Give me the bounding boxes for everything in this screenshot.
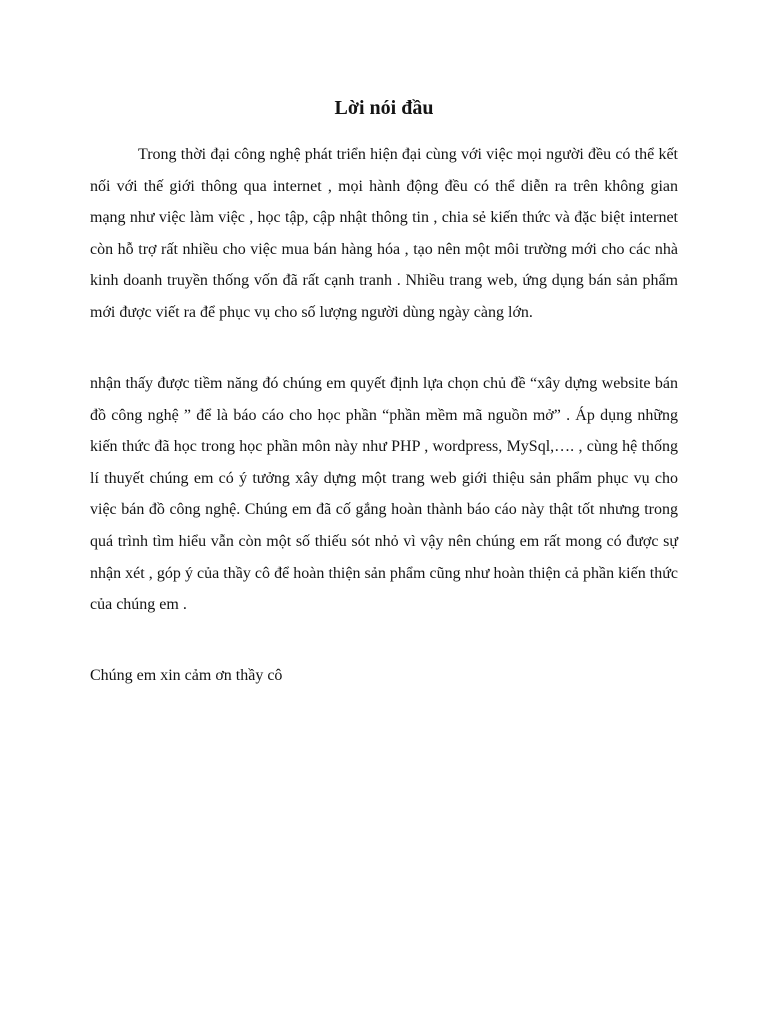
page-title: Lời nói đầu [334, 97, 434, 119]
paragraph-topic: nhận thấy được tiềm năng đó chúng em quyết định lựa chọn chủ đề “xây dựng website bán đồ công nghệ ” để là báo cáo cho học phần “phần mềm mã nguồn mở” . Áp dụng những kiến thức đã học trong học phần môn này như PHP , wordpress, MySql,…. , cùng hệ thống lí thuyết chúng em có ý tưởng xây dựng một trang web giới thiệu sản phẩm phục vụ cho việc bán đồ công nghệ. Chúng em đã cố gắng hoàn thành báo cáo này thật tốt nhưng trong quá trình tìm hiểu vẫn còn một số thiếu sót nhỏ vì vậy nên chúng em rất mong có được sự nhận xét , góp ý của thầy cô để hoàn thiện sản phẩm cũng như hoàn thiện cả phần kiến thức của chúng em . [90, 375, 678, 614]
paragraph-introduction: Trong thời đại công nghệ phát triển hiện đại cùng với việc mọi người đều có thể kết nối với thế giới thông qua internet , mọi hành động đều có thể diễn ra trên không gian mạng như việc làm việc , học tập, cập nhật thông tin , chia sẻ kiến thức và đặc biệt internet còn hỗ trợ rất nhiều cho việc mua bán hàng hóa , tạo nên một môi trường mới cho các nhà kinh doanh truyền thống vốn đã rất cạnh tranh . Nhiều trang web, ứng dụng bán sản phẩm mới được viết ra để phục vụ cho số lượng người dùng ngày càng lớn. [90, 146, 678, 321]
paragraph-thanks: Chúng em xin cảm ơn thầy cô [90, 667, 283, 684]
